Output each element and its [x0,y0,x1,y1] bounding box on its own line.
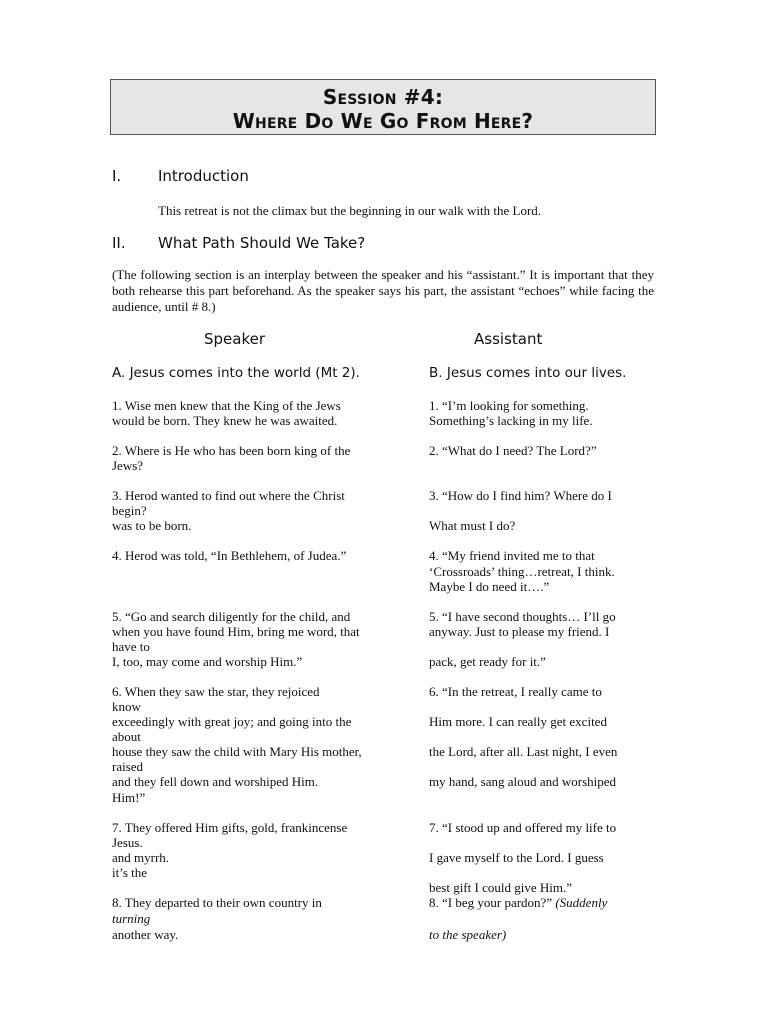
speaker-column-header: Speaker [204,330,266,348]
assistant-line: Something’s lacking in my life. [429,413,593,428]
speaker-line: was to be born. [112,518,192,533]
speaker-line: Him!” [112,790,146,805]
speaker-line: raised [112,759,144,774]
section-2-heading: What Path Should We Take? [158,234,366,252]
assistant-line: Him more. I can really get excited [429,714,607,729]
session-number: Session #4: [322,85,444,109]
assistant-line: ‘Crossroads’ thing…retreat, I think. [429,564,615,579]
assistant-line: I gave myself to the Lord. I guess [429,850,604,865]
assistant-line: pack, get ready for it.” [429,654,546,669]
speaker-line: house they saw the child with Mary His mother, [112,744,362,759]
speaker-line: when you have found Him, bring me word, that [112,624,360,639]
assistant-line: best gift I could give Him.” [429,880,572,895]
assistant-line: anyway. Just to please my friend. I [429,624,610,639]
assistant-line: my hand, sang aloud and worshiped [429,774,617,789]
speaker-line: 8. They departed to their own country in [112,895,322,910]
speaker-line: and they fell down and worshiped Him. [112,774,319,789]
speaker-line: 5. “Go and search diligently for the child, and [112,609,351,624]
speaker-line: another way. [112,927,179,942]
assistant-line: the Lord, after all. Last night, I even [429,744,618,759]
speaker-line: it’s the [112,865,148,880]
speaker-line: about [112,729,141,744]
speaker-line: 2. Where is He who has been born king of the [112,443,351,458]
speaker-line: 4. Herod was told, “In Bethlehem, of Judea.” [112,548,347,563]
assistant-line: 1. “I’m looking for something. [429,398,589,413]
assistant-subheading: B. Jesus comes into our lives. [429,365,627,381]
assistant-column-header: Assistant [474,330,543,348]
speaker-line: 1. Wise men knew that the King of the Jews [112,398,341,413]
speaker-line: Jews? [112,458,144,473]
session-title-box [110,79,656,135]
speaker-line: Jesus. [112,835,143,850]
section-1-text: This retreat is not the climax but the beginning in our walk with the Lord. [158,203,542,218]
assistant-line-text: 8. “I beg your pardon?” [429,895,553,910]
speaker-line: 6. When they saw the star, they rejoiced [112,684,320,699]
speaker-line: I, too, may come and worship Him.” [112,654,303,669]
section-1-heading: Introduction [158,167,249,185]
section-2-numeral: II. [112,234,126,252]
assistant-line [429,927,506,943]
assistant-line-italic: to the speaker) [429,927,507,942]
assistant-line [429,895,607,911]
session-title: Where Do We Go From Here? [232,109,534,133]
assistant-line: 4. “My friend invited me to that [429,548,595,563]
assistant-line: 5. “I have second thoughts… I’ll go [429,609,616,624]
speaker-line [112,911,150,927]
speaker-line-italic: turning [112,911,151,926]
assistant-line-italic: (Suddenly [555,895,608,910]
speaker-line: have to [112,639,150,654]
speaker-line: 3. Herod wanted to find out where the Christ [112,488,345,503]
assistant-line: Maybe I do need it….” [429,579,550,594]
section-1-numeral: I. [112,167,122,185]
speaker-line: would be born. They knew he was awaited. [112,413,338,428]
assistant-line: 7. “I stood up and offered my life to [429,820,617,835]
speaker-line: and myrrh. [112,850,170,865]
assistant-line: 3. “How do I find him? Where do I [429,488,612,503]
interplay-note: (The following section is an interplay between the speaker and his “assistant.” It is important that they both rehearse this part beforehand. As the speaker says his part, the assistant “echoes” while facing the audience, until # 8.) [112,267,654,314]
speaker-line: begin? [112,503,147,518]
speaker-line: know [112,699,141,714]
assistant-line: 2. “What do I need? The Lord?” [429,443,597,458]
assistant-line: 6. “In the retreat, I really came to [429,684,602,699]
speaker-line: 7. They offered Him gifts, gold, frankincense [112,820,348,835]
speaker-line: exceedingly with great joy; and going into the [112,714,352,729]
speaker-subheading: A. Jesus comes into the world (Mt 2). [112,365,360,381]
assistant-line: What must I do? [429,518,516,533]
